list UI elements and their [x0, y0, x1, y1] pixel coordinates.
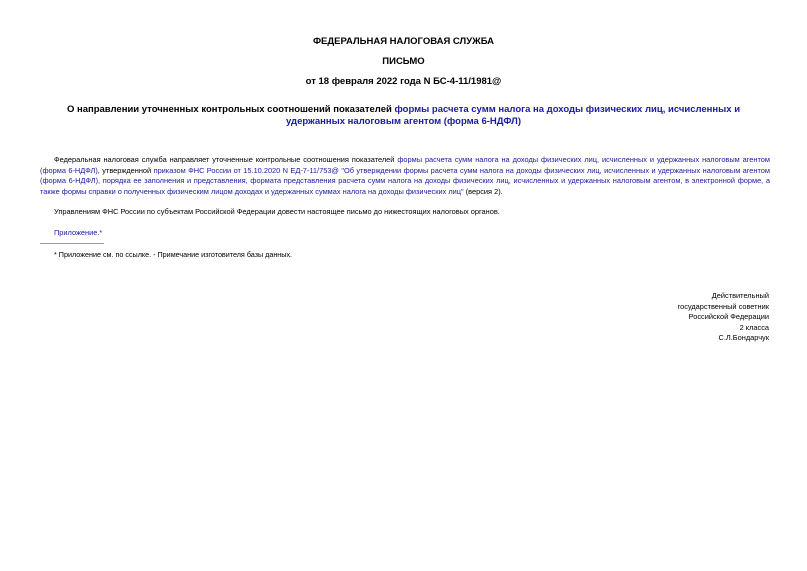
- signatory-name: С.Л.Бондарчук: [718, 333, 769, 343]
- agency-heading: ФЕДЕРАЛЬНАЯ НАЛОГОВАЯ СЛУЖБА: [312, 36, 495, 47]
- signature-line: Действительный: [711, 291, 769, 300]
- footnote-divider: [40, 243, 104, 244]
- subject-form-link[interactable]: формы расчета сумм налога на доходы физических лиц, исчисленных и удержанных налоговым агентом (форма 6-НДФЛ): [286, 104, 741, 127]
- document-subject: [40, 104, 767, 128]
- footnote: * Приложение см. по ссылке. - Примечание изготовителя базы данных.: [54, 250, 293, 259]
- body-paragraph-2: Управлениям ФНС России по субъектам Российской Федерации довести настоящее письмо до нижестоящих налоговых органов.: [54, 207, 500, 216]
- order-link[interactable]: приказом ФНС России от 15.10.2020 N ЕД-7-11/753@ "Об утверждении формы расчета сумм налога на доходы физических лиц, исчисленных и удержанных налоговым агентом (форма 6-НДФЛ), порядка ее заполнения и представления, формата представления расчета сумм налога на доходы физических лиц, исчисленных и удержанных налоговым агентом, в электронной форме, а также формы справки о полученных физическим лицом доходах и удержанных суммах налога на доходы физических лиц": [40, 165, 770, 196]
- signature-line: 2 класса: [739, 322, 769, 332]
- body-paragraph-1: [40, 155, 770, 197]
- subject-text: О направлении уточненных контрольных соотношений показателей: [66, 104, 395, 115]
- para1-text-1: Федеральная налоговая служба направляет уточненные контрольные соотношения показателей: [54, 155, 398, 164]
- signature-line: Российской Федерации: [688, 312, 769, 322]
- document-date-number: от 18 февраля 2022 года N БС-4-11/1981@: [305, 76, 502, 87]
- appendix-line: [40, 228, 770, 239]
- document-kind-heading: ПИСЬМО: [382, 56, 425, 67]
- appendix-link[interactable]: Приложение.*: [54, 228, 103, 237]
- para1-text-3: (версия 2).: [463, 186, 503, 196]
- form-6ndfl-link[interactable]: формы расчета сумм налога на доходы физических лиц, исчисленных и удержанных налоговым агентом (форма 6-НДФЛ): [40, 155, 770, 175]
- signature-block: [678, 291, 769, 344]
- para1-text-2: , утвержденной: [97, 165, 154, 175]
- signature-line: государственный советник: [677, 301, 769, 311]
